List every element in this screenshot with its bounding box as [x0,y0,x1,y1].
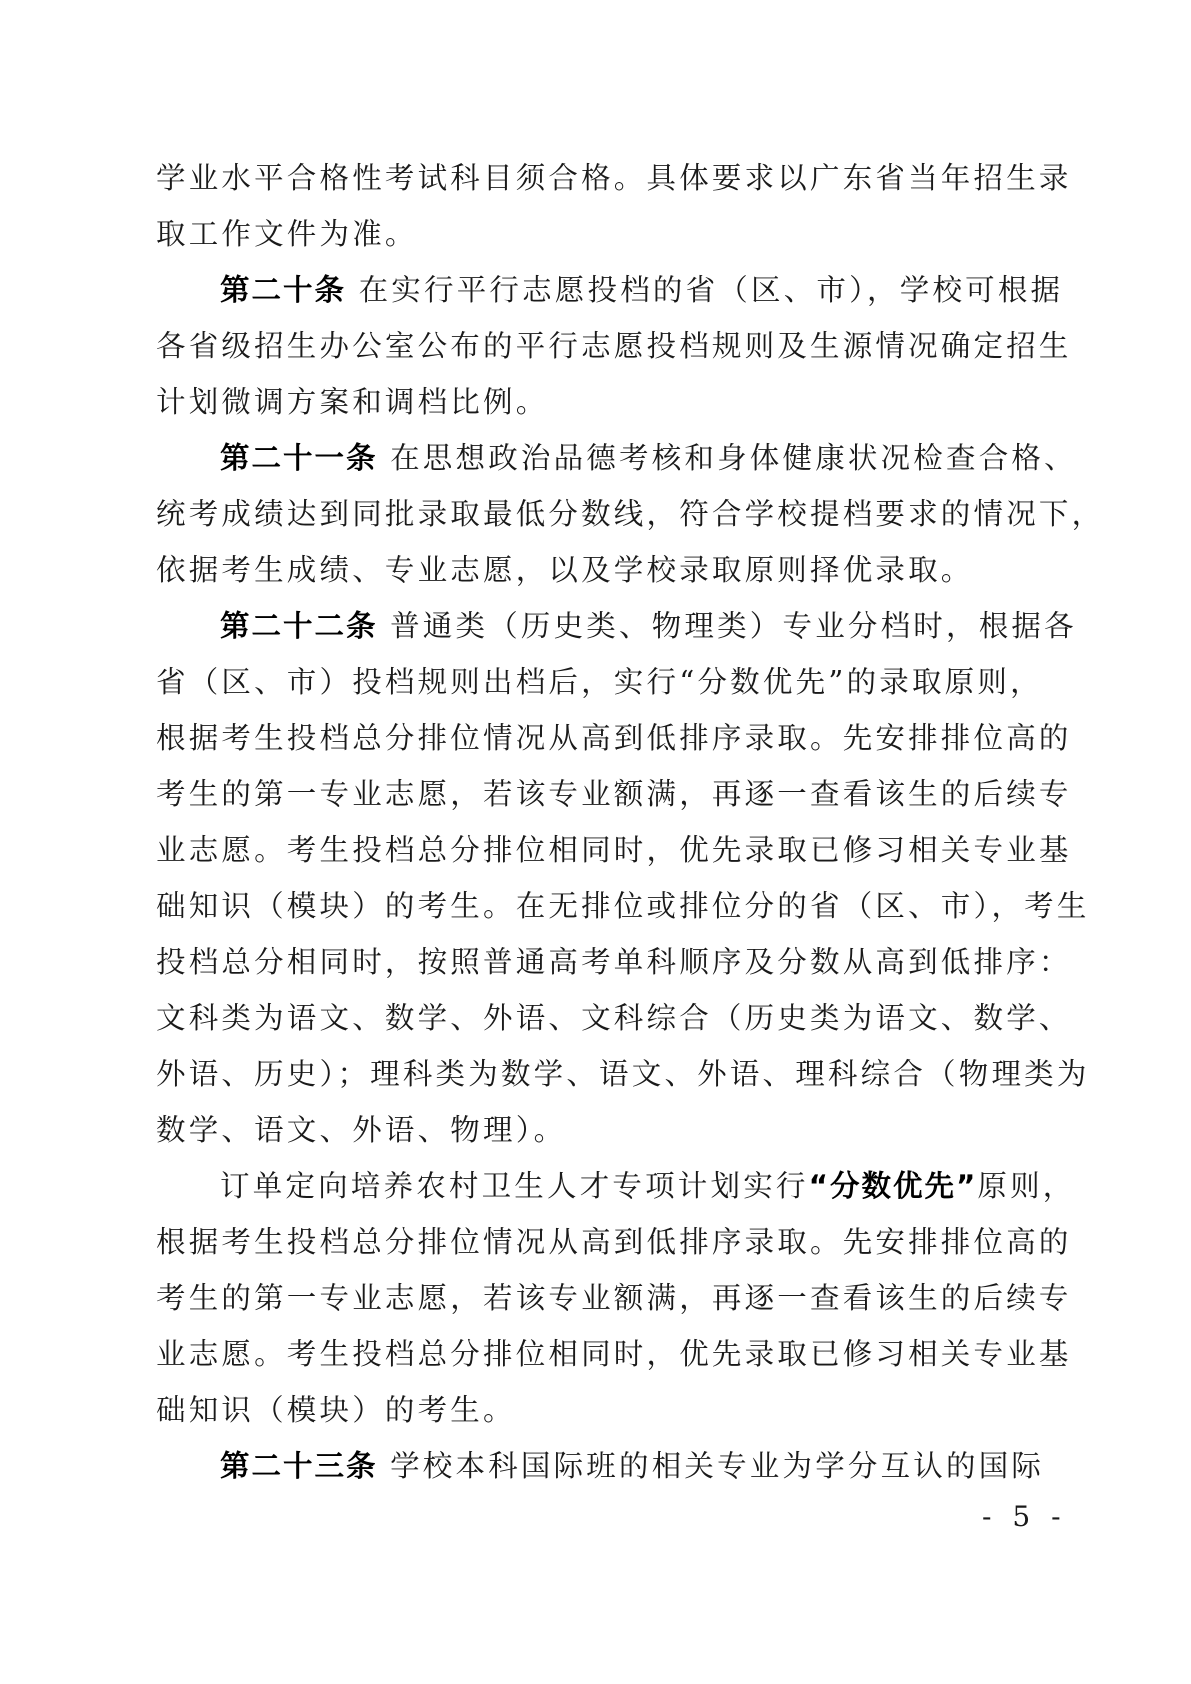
document-body [156,150,1105,1494]
text-line: 业志愿。考生投档总分排位相同时，优先录取已修习相关专业基 [156,1337,1072,1371]
article-text: 在思想政治品德考核和身体健康状况检查合格、 [390,441,1077,475]
text-line: 省（区、市）投档规则出档后，实行“分数优先”的录取原则， [156,665,1043,699]
text-line: 根据考生投档总分排位情况从高到低排序录取。先安排排位高的 [156,721,1072,755]
article-22-first-line [156,598,1077,654]
text-line: 础知识（模块）的考生。在无排位或排位分的省（区、市），考生 [156,889,1090,923]
text-line: 统考成绩达到同批录取最低分数线，符合学校提档要求的情况下， [156,497,1105,531]
text-line: 文科类为语文、数学、外语、文科综合（历史类为语文、数学、 [156,1001,1072,1035]
paragraph-text: 原则， [977,1169,1076,1203]
article-23-first-line [156,1438,1056,1494]
article-label: 第二十一条 [220,441,378,475]
text-line: 取工作文件为准。 [156,217,418,251]
article-text: 在实行平行志愿投档的省（区、市），学校可根据 [358,273,1064,307]
text-line: 数学、语文、外语、物理）。 [156,1113,567,1147]
article-text: 普通类（历史类、物理类）专业分档时，根据各 [390,609,1077,643]
page-number: - 5 - [982,1500,1067,1533]
text-line: 根据考生投档总分排位情况从高到低排序录取。先安排排位高的 [156,1225,1072,1259]
article-20-first-line [156,262,1064,318]
text-line: 业志愿。考生投档总分排位相同时，优先录取已修习相关专业基 [156,833,1072,867]
article-label: 第二十条 [220,273,347,307]
text-line: 各省级招生办公室公布的平行志愿投档规则及生源情况确定招生 [156,329,1072,363]
article-label: 第二十二条 [220,609,378,643]
text-line: 依据考生成绩、专业志愿，以及学校录取原则择优录取。 [156,553,974,587]
text-line: 础知识（模块）的考生。 [156,1393,516,1427]
text-line: 考生的第一专业志愿，若该专业额满，再逐一查看该生的后续专 [156,777,1072,811]
text-line: 学业水平合格性考试科目须合格。具体要求以广东省当年招生录 [156,161,1072,195]
article-21-first-line [156,430,1077,486]
text-line: 外语、历史）；理科类为数学、语文、外语、理科综合（物理类为 [156,1057,1090,1091]
text-line: 计划微调方案和调档比例。 [156,385,549,419]
rural-plan-first-line [156,1158,1076,1214]
article-text: 学校本科国际班的相关专业为学分互认的国际 [390,1449,1045,1483]
article-label: 第二十三条 [220,1449,378,1483]
paragraph-text: 订单定向培养农村卫生人才专项计划实行 [220,1169,809,1203]
text-line: 投档总分相同时，按照普通高考单科顺序及分数从高到低排序： [156,945,1072,979]
emphasis-text: “分数优先” [808,1169,978,1203]
text-line: 考生的第一专业志愿，若该专业额满，再逐一查看该生的后续专 [156,1281,1072,1315]
